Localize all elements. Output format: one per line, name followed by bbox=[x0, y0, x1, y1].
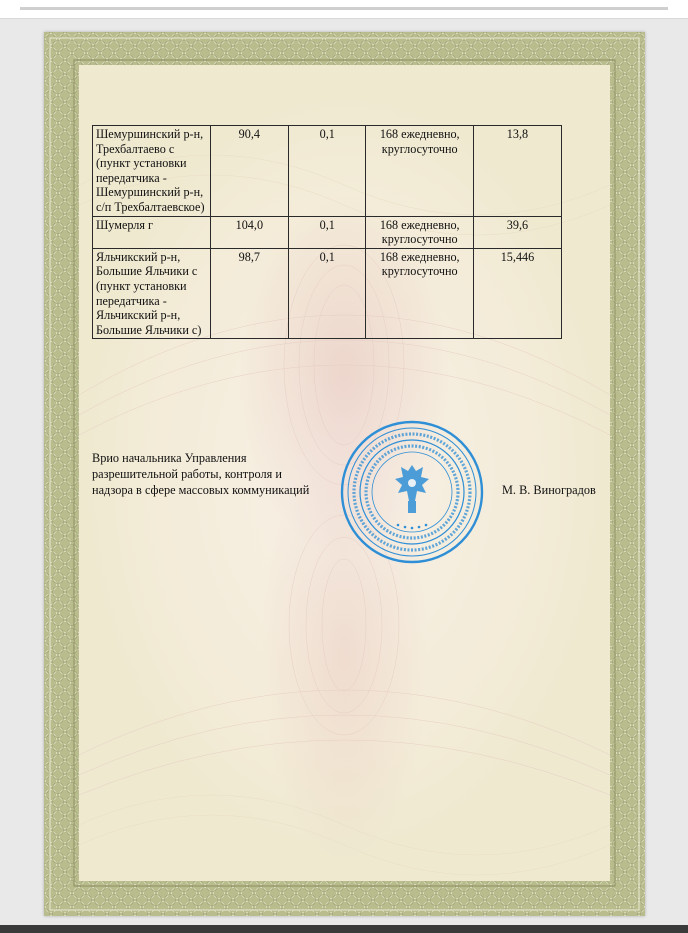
signatory-title-line-1: Врио начальника Управления bbox=[92, 451, 247, 465]
toolbar-strip bbox=[20, 7, 668, 10]
location-cell: Яльчикский р-н, Большие Яльчики с (пункт установки передатчика - Яльчикский р-н, Большие Яльчики с) bbox=[93, 248, 211, 339]
viewer-bottom-bar bbox=[0, 925, 688, 933]
location-cell: Шумерля г bbox=[93, 216, 211, 248]
table-row bbox=[93, 216, 562, 248]
power-cell: 0,1 bbox=[288, 248, 366, 339]
signatory-title bbox=[92, 450, 309, 498]
official-seal-stamp bbox=[337, 417, 487, 567]
page-body bbox=[79, 65, 610, 881]
double-eagle-emblem-icon bbox=[395, 465, 429, 513]
table-row bbox=[93, 248, 562, 339]
broadcast-time-cell: 168 ежедневно, круглосуточно bbox=[366, 248, 473, 339]
viewer-toolbar bbox=[0, 0, 688, 19]
broadcast-time-cell: 168 ежедневно, круглосуточно bbox=[366, 216, 473, 248]
antenna-height-cell: 15,446 bbox=[473, 248, 561, 339]
signatory-title-line-3: надзора в сфере массовых коммуникаций bbox=[92, 483, 310, 497]
signatory-name: М. В. Виноградов bbox=[502, 483, 596, 497]
antenna-height-cell: 39,6 bbox=[473, 216, 561, 248]
license-page bbox=[44, 32, 645, 916]
power-cell: 0,1 bbox=[288, 216, 366, 248]
table-row bbox=[93, 126, 562, 217]
signatory-title-line-2: разрешительной работы, контроля и bbox=[92, 467, 282, 481]
frequency-cell: 98,7 bbox=[210, 248, 288, 339]
frequency-table bbox=[92, 125, 562, 339]
power-cell: 0,1 bbox=[288, 126, 366, 217]
broadcast-time-cell: 168 ежедневно, круглосуточно bbox=[366, 126, 473, 217]
printer-imprint: . bbox=[353, 904, 355, 908]
frequency-cell: 104,0 bbox=[210, 216, 288, 248]
antenna-height-cell: 13,8 bbox=[473, 126, 561, 217]
frequency-cell: 90,4 bbox=[210, 126, 288, 217]
location-cell: Шемуршинский р-н, Трехбалтаево с (пункт установки передатчика - Шемуршинский р-н, с/п Трехбалтаевское) bbox=[93, 126, 211, 217]
